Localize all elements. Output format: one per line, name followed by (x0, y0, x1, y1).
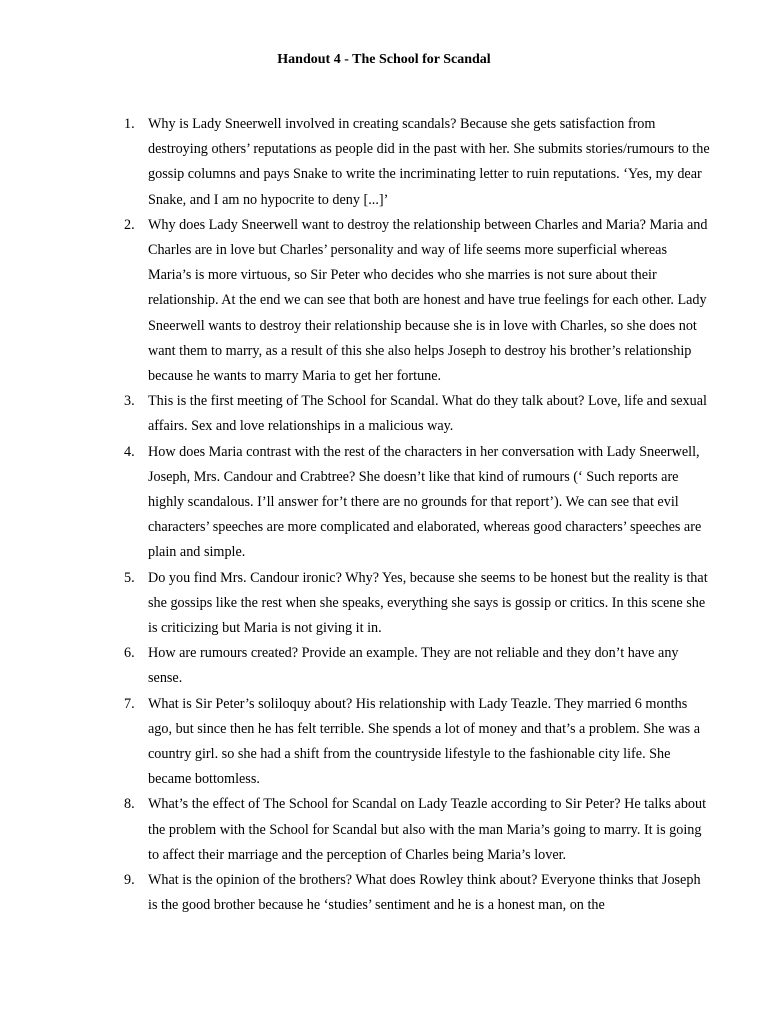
item-text: What’s the effect of The School for Scandal on Lady Teazle according to Sir Peter? He talks about the problem with the School for Scandal but also with the man Maria’s going to marry. It is going to affect their marriage and the perception of Charles being Maria’s lover. (148, 796, 707, 863)
list-item (0, 792, 768, 868)
item-number: 8. (124, 796, 135, 813)
item-text: Why is Lady Sneerwell involved in creating scandals? Because she gets satisfaction from destroying others’ reputations as people did in the past with her. She submits stories/rumours to the gossip columns and pays Snake to write the incriminating letter to ruin reputations. ‘Yes, my dear Snake, and I am no hypocrite to deny [...]’ (148, 116, 710, 208)
item-number: 9. (124, 872, 135, 889)
item-number: 6. (124, 645, 135, 662)
item-text: Do you find Mrs. Candour ironic? Why? Yes, because she seems to be honest but the reality is that she gossips like the rest when she speaks, everything she says is gossip or critics. In this scene she is criticizing but Maria is not giving it in. (148, 569, 708, 637)
item-text: This is the first meeting of The School for Scandal. What do they talk about? Love, life and sexual affairs. Sex and love relationships in a malicious way. (148, 393, 707, 435)
list-item (0, 440, 768, 566)
item-text: How are rumours created? Provide an example. They are not reliable and they don’t have any sense. (148, 645, 679, 687)
list-item (0, 868, 768, 918)
item-number: 3. (124, 393, 135, 410)
list-item (0, 389, 768, 439)
item-text: What is Sir Peter’s soliloquy about? His relationship with Lady Teazle. They married 6 months ago, but since then he has felt terrible. She spends a lot of money and that’s a problem. She was a country girl. so she had a shift from the countryside lifestyle to the fashionable city life. She became bottomless. (148, 695, 700, 788)
item-number: 1. (124, 116, 135, 132)
list-item (0, 641, 768, 691)
item-text: What is the opinion of the brothers? What does Rowley think about? Everyone thinks that Joseph is the good brother because he ‘studies’ sentiment and he is a honest man, on the (148, 872, 701, 914)
item-number: 2. (124, 216, 135, 233)
list-item (0, 692, 768, 793)
list-item (0, 112, 768, 213)
item-text: Why does Lady Sneerwell want to destroy the relationship between Charles and Maria? Maria and Charles are in love but Charles’ personality and way of life seems more superficial whereas Maria’s is more virtuous, so Sir Peter who decides who she marries is not sure about their relationship. At the end we can see that both are honest and have true feelings for each other. Lady Sneerwell wants to destroy their relationship because she is in love with Charles, so she does not want them to marry, as a result of this she also helps Joseph to destroy his brother’s relationship because he wants to marry Maria to get her fortune. (148, 216, 708, 385)
list-item (0, 213, 768, 389)
list-item (0, 566, 768, 642)
question-list (0, 112, 768, 919)
item-number: 4. (124, 443, 135, 460)
item-number: 5. (124, 569, 135, 586)
item-text: How does Maria contrast with the rest of the characters in her conversation with Lady Sneerwell, Joseph, Mrs. Candour and Crabtree? She doesn’t like that kind of rumours (‘ Such reports are highly scandalous. I’ll answer for’t there are no grounds for that report’). We can see that evil characters’ speeches are more complicated and elaborated, whereas good characters’ speeches are plain and simple. (148, 443, 702, 561)
item-number: 7. (124, 695, 135, 712)
page-title: Handout 4 - The School for Scandal (277, 52, 491, 67)
